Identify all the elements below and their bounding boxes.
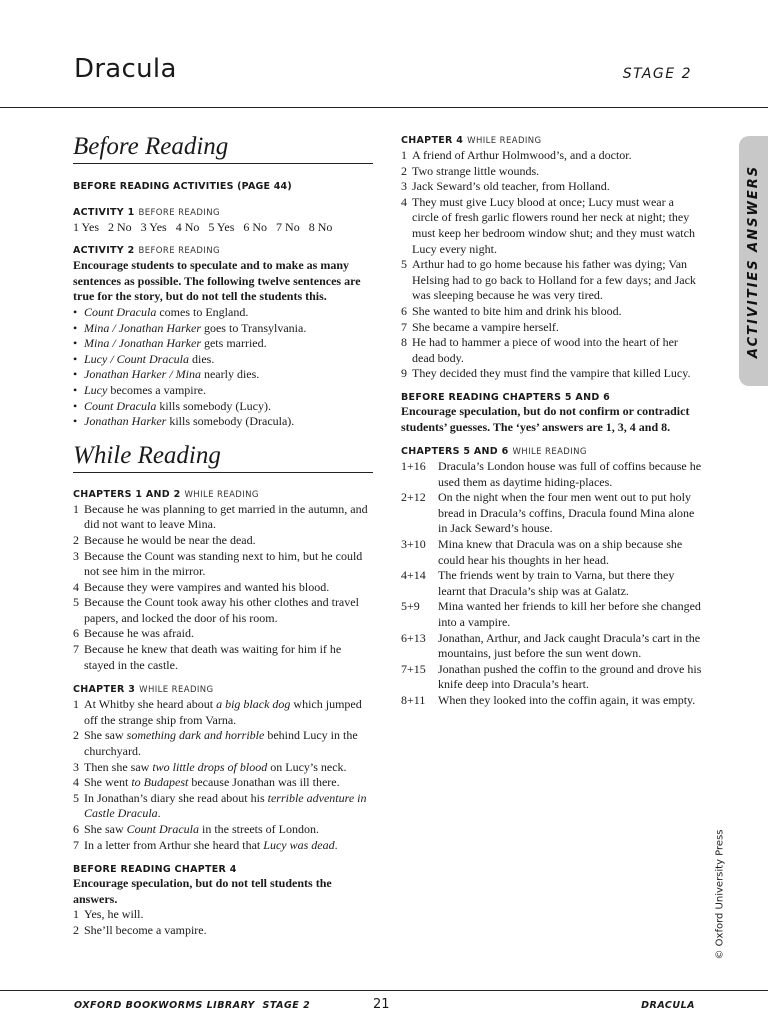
list-item xyxy=(401,304,703,320)
item-text: Two strange little wounds. xyxy=(412,163,540,178)
header-divider xyxy=(0,107,768,108)
list-item xyxy=(73,383,373,399)
list-item xyxy=(401,366,703,382)
item-number: 3+10 xyxy=(401,537,426,552)
footer-divider xyxy=(0,990,768,991)
item-emphasis: Count Dracula xyxy=(84,398,157,413)
list-item xyxy=(73,626,373,642)
item-emphasis: two little drops of blood xyxy=(152,759,268,774)
item-text: Mina knew that Dracula was on a ship because she could hear his thoughts in her head. xyxy=(438,537,683,567)
list-item xyxy=(401,568,703,599)
item-text: Jonathan, Arthur, and Jack caught Dracula’s cart in the mountains, just before the sun went down. xyxy=(438,630,701,661)
item-text: A friend of Arthur Holmwood’s, and a doctor. xyxy=(412,148,632,162)
list-item xyxy=(401,335,703,366)
item-number: 4 xyxy=(73,579,79,594)
item-number: 6 xyxy=(73,626,79,641)
ch4-heading: CHAPTER 4 WHILE READING xyxy=(401,135,542,146)
ch12-list xyxy=(73,502,373,674)
list-item xyxy=(73,502,373,533)
item-text: Jonathan pushed the coffin to the ground and drove his knife deep into Dracula’s heart. xyxy=(438,661,702,692)
item-number: 2+12 xyxy=(401,490,426,505)
item-number: 1 xyxy=(401,148,407,162)
item-text: She became a vampire herself. xyxy=(412,319,559,334)
item-text: Dracula’s London house was full of coffins because he used them as daytime hiding-places. xyxy=(438,459,702,489)
list-item xyxy=(73,580,373,596)
item-number: 2 xyxy=(73,532,79,547)
item-text: Because he was afraid. xyxy=(84,626,194,641)
item-text: She went xyxy=(84,775,132,790)
activity2-list xyxy=(73,305,373,430)
list-item xyxy=(401,537,703,568)
side-tab-label: ACTIVITIES ANSWERS xyxy=(746,164,761,358)
list-item xyxy=(401,631,703,662)
list-item xyxy=(73,352,373,368)
activity1-answers: 1 Yes 2 No 3 Yes 4 No 5 Yes 6 No 7 No 8 No xyxy=(73,219,333,234)
ch4-list xyxy=(401,148,703,382)
list-item xyxy=(401,195,703,257)
item-text: At Whitby she heard about xyxy=(84,697,217,712)
item-text: They must give Lucy blood at once; Lucy must wear a circle of fresh garlic flowers round her neck at night; they must keep her bedroom window shut; and they must watch Lucy every night. xyxy=(412,194,695,256)
list-item xyxy=(73,321,373,337)
item-text: dies. xyxy=(189,351,215,366)
copyright-notice: © Oxford University Press xyxy=(714,828,726,960)
item-text: Jack Seward’s old teacher, from Holland. xyxy=(412,179,610,194)
item-text: The friends went by train to Varna, but there they learnt that Dracula’s ship was at Galatz. xyxy=(438,568,675,598)
item-number: 6+13 xyxy=(401,630,426,645)
item-number: 7 xyxy=(73,642,79,657)
item-number: 5 xyxy=(73,790,79,805)
item-text: Because he knew that death was waiting for him if he stayed in the castle. xyxy=(84,642,342,672)
item-text: Arthur had to go home because his father was dying; Van Helsing had to go back to Holland for a few days; and Jack was sleeping because he was very tired. xyxy=(412,257,696,303)
item-text: comes to England. xyxy=(156,304,249,319)
item-text: nearly dies. xyxy=(200,367,260,382)
item-number: 8+11 xyxy=(401,693,426,707)
item-number: 3 xyxy=(73,759,79,774)
item-text: She saw xyxy=(84,822,127,836)
item-number: 2 xyxy=(73,728,79,743)
list-item xyxy=(401,148,703,164)
item-emphasis: Count Dracula xyxy=(84,304,157,319)
list-item xyxy=(73,760,373,776)
before-reading-subtitle: BEFORE READING ACTIVITIES (PAGE 44) xyxy=(73,181,292,192)
list-item xyxy=(73,336,373,352)
list-item xyxy=(401,459,703,490)
activity2-heading: ACTIVITY 2 BEFORE READING xyxy=(73,245,220,257)
item-emphasis: something dark and horrible xyxy=(126,728,265,743)
item-number: 3 xyxy=(73,548,79,563)
list-item xyxy=(73,642,373,673)
list-item xyxy=(401,164,703,180)
item-number: 4 xyxy=(401,194,407,209)
list-item xyxy=(73,822,373,838)
left-column xyxy=(73,132,373,939)
item-number: 8 xyxy=(401,335,407,350)
item-text: In Jonathan’s diary she read about his xyxy=(84,790,268,805)
activity1-heading: ACTIVITY 1 BEFORE READING xyxy=(73,206,220,218)
list-item xyxy=(73,775,373,791)
page-title: Dracula xyxy=(74,54,177,84)
item-text: because Jonathan was ill there. xyxy=(188,775,340,790)
list-item xyxy=(401,599,703,630)
item-emphasis: Lucy / Count Dracula xyxy=(84,351,189,366)
list-item xyxy=(73,367,373,383)
item-emphasis: a big black dog xyxy=(216,697,291,712)
list-item xyxy=(401,662,703,693)
item-number: 4+14 xyxy=(401,568,426,583)
ch56-list xyxy=(401,459,703,709)
item-number: 5 xyxy=(401,257,407,272)
item-number: 7+15 xyxy=(401,661,426,676)
item-number: 1 xyxy=(73,501,79,516)
list-item xyxy=(73,399,373,415)
while-reading-heading: While Reading xyxy=(73,441,373,473)
list-item xyxy=(73,838,373,854)
right-column xyxy=(401,134,703,709)
item-number: 9 xyxy=(401,366,407,381)
item-emphasis: Lucy xyxy=(84,382,108,397)
item-text: on Lucy’s neck. xyxy=(267,759,347,774)
list-item xyxy=(73,791,373,822)
item-text: . xyxy=(157,806,161,821)
item-text: When they looked into the coffin again, it was empty. xyxy=(438,693,696,707)
list-item xyxy=(401,320,703,336)
list-item xyxy=(73,697,373,728)
item-text: kills somebody (Lucy). xyxy=(156,398,271,413)
brch4-list xyxy=(73,907,373,938)
brch4-intro: Encourage speculation, but do not tell students the answers. xyxy=(73,876,332,906)
item-text: He had to hammer a piece of wood into the heart of her dead body. xyxy=(412,335,678,365)
item-text: which jumped off the strange ship from Varna. xyxy=(84,697,362,727)
item-emphasis: Jonathan Harker / Mina xyxy=(84,367,201,382)
list-item xyxy=(73,533,373,549)
stage-label: STAGE 2 xyxy=(622,66,692,82)
item-number: 5+9 xyxy=(401,599,420,614)
item-emphasis: Jonathan Harker xyxy=(84,414,167,429)
item-text: Because he was planning to get married in the autumn, and did not want to leave Mina. xyxy=(84,501,368,532)
item-text: gets married. xyxy=(200,336,267,351)
item-number: 1 xyxy=(73,907,79,922)
ch12-heading: CHAPTERS 1 AND 2 WHILE READING xyxy=(73,488,259,500)
ch3-list xyxy=(73,697,373,853)
item-text: She’ll become a vampire. xyxy=(84,922,207,937)
item-text: On the night when the four men went out to put holy bread in Dracula’s coffins, Dracula found Mina alone in Jack Seward’s house. xyxy=(438,490,695,536)
brch56-heading: BEFORE READING CHAPTERS 5 AND 6 xyxy=(401,391,611,403)
list-item xyxy=(73,907,373,923)
list-item xyxy=(401,490,703,537)
item-number: 2 xyxy=(73,922,79,937)
item-number: 1 xyxy=(73,697,79,712)
item-text: Because the Count was standing next to him, but he could not see him in the mirror. xyxy=(84,548,363,579)
list-item xyxy=(73,728,373,759)
item-number: 7 xyxy=(401,319,407,334)
item-emphasis: Lucy was dead xyxy=(263,837,335,852)
list-item xyxy=(73,595,373,626)
ch56-heading: CHAPTERS 5 AND 6 WHILE READING xyxy=(401,446,587,458)
brch56-intro: Encourage speculation, but do not confirm or contradict students’ guesses. The ‘yes’ answers are 1, 3, 4 and 8. xyxy=(401,403,690,434)
list-item xyxy=(73,549,373,580)
list-item xyxy=(73,305,373,321)
list-item xyxy=(401,179,703,195)
list-item xyxy=(73,414,373,430)
item-emphasis: Count Dracula xyxy=(126,822,200,836)
brch4-heading: BEFORE READING CHAPTER 4 xyxy=(73,864,237,876)
item-number: 2 xyxy=(401,163,407,178)
item-text: Because the Count took away his other clothes and travel papers, and locked the door of his room. xyxy=(84,595,359,625)
item-text: becomes a vampire. xyxy=(107,382,206,397)
item-emphasis: to Budapest xyxy=(131,775,189,790)
item-emphasis: Mina / Jonathan Harker xyxy=(84,336,201,351)
item-text: behind Lucy in the churchyard. xyxy=(84,728,358,759)
item-emphasis: Mina / Jonathan Harker xyxy=(84,320,201,335)
page-number: 21 xyxy=(373,997,390,1012)
item-text: Mina wanted her friends to kill her before she changed into a vampire. xyxy=(438,599,701,630)
item-number: 1+16 xyxy=(401,459,426,474)
item-text: She wanted to bite him and drink his blood. xyxy=(412,303,622,318)
before-reading-heading: Before Reading xyxy=(73,132,373,164)
item-number: 6 xyxy=(401,303,407,318)
list-item xyxy=(73,923,373,939)
item-text: She saw xyxy=(84,728,127,743)
item-number: 7 xyxy=(73,837,79,852)
activity2-intro: Encourage students to speculate and to make as many sentences as possible. The following twelve sentences are true for the story, but do not tell the students this. xyxy=(73,258,361,304)
item-text: goes to Transylvania. xyxy=(200,320,307,335)
item-text: Because they were vampires and wanted his blood. xyxy=(84,579,330,594)
item-text: In a letter from Arthur she heard that xyxy=(84,837,264,852)
item-text: Yes, he will. xyxy=(84,907,144,922)
footer-book-title: DRACULA xyxy=(641,1000,695,1011)
footer-series: OXFORD BOOKWORMS LIBRARY STAGE 2 xyxy=(74,1000,311,1011)
item-text: They decided they must find the vampire that killed Lucy. xyxy=(412,366,691,381)
item-number: 6 xyxy=(73,822,79,836)
item-number: 5 xyxy=(73,595,79,610)
item-text: . xyxy=(334,837,338,852)
list-item xyxy=(401,693,703,709)
ch3-heading: CHAPTER 3 WHILE READING xyxy=(73,684,214,696)
item-number: 4 xyxy=(73,775,79,790)
item-text: kills somebody (Dracula). xyxy=(166,414,295,429)
item-text: in the streets of London. xyxy=(199,822,319,836)
item-text: Then she saw xyxy=(84,759,153,774)
item-number: 3 xyxy=(401,179,407,194)
item-emphasis: terrible adventure in Castle Dracula xyxy=(84,790,367,821)
list-item xyxy=(401,257,703,304)
item-text: Because he would be near the dead. xyxy=(84,532,256,547)
